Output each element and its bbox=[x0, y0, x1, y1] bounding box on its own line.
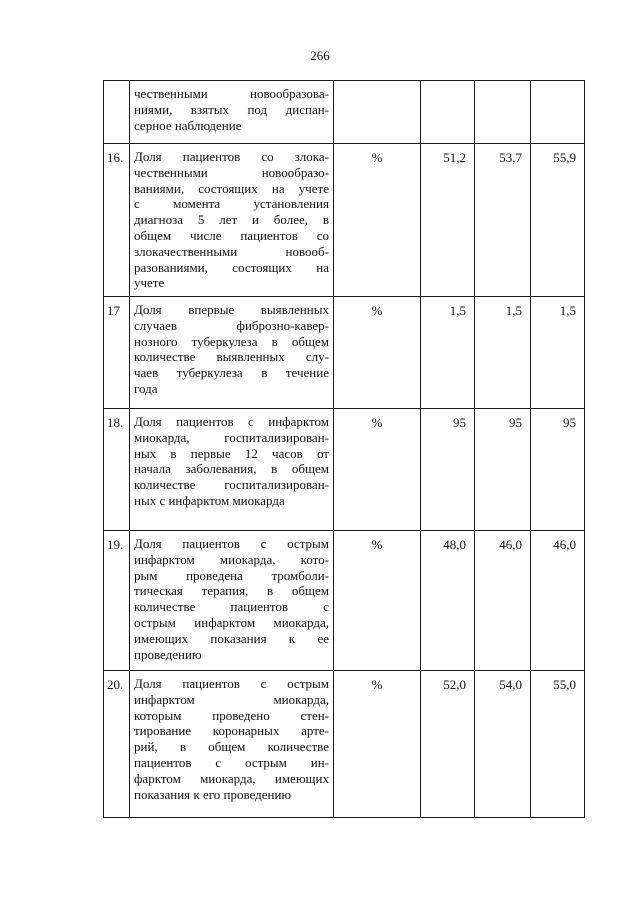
indicator-text bbox=[134, 676, 329, 802]
indicator-text-line: чественными новообразо- bbox=[134, 164, 329, 180]
indicator-text-line: инфарктом миокарда, кото- bbox=[134, 551, 329, 567]
indicator-text bbox=[134, 302, 329, 397]
row-number: 16. bbox=[104, 144, 130, 297]
indicator-text-line: Доля пациентов с инфарктом bbox=[134, 414, 329, 429]
indicator-text-line: имеющих показания к ее bbox=[134, 630, 329, 646]
row-number bbox=[104, 81, 130, 144]
indicator-text-line: учете bbox=[134, 275, 165, 291]
indicator-text-line: Доля пациентов со злока- bbox=[134, 149, 329, 164]
indicator-text-line: ных в первые 12 часов от bbox=[134, 445, 329, 461]
indicator-text bbox=[134, 86, 329, 133]
indicator-text bbox=[134, 149, 329, 291]
indicator-text-line: начала заболевания, в общем bbox=[134, 461, 329, 477]
indicator-text-line: Доля пациентов с острым bbox=[134, 676, 329, 691]
indicator-text-line: проведению bbox=[134, 646, 202, 662]
indicator-text-line: пациентов с острым ин- bbox=[134, 754, 329, 770]
indicator-text-line: тическая терапия, в общем bbox=[134, 583, 329, 599]
indicator-text-line: ниями, взятых под диспан- bbox=[134, 101, 329, 117]
indicator-text-line: с момента установления bbox=[134, 196, 329, 212]
value-year-2: 46,0 bbox=[475, 531, 531, 671]
indicators-table-body bbox=[104, 81, 585, 818]
indicator-text-line: года bbox=[134, 380, 158, 396]
indicator-text-line: тирование коронарных арте- bbox=[134, 723, 329, 739]
value-year-1 bbox=[421, 81, 475, 144]
indicator-text-line: рий, в общем количестве bbox=[134, 739, 329, 755]
unit-cell bbox=[334, 81, 421, 144]
row-number: 17 bbox=[104, 297, 130, 409]
indicator-text-line: количестве пациентов с bbox=[134, 599, 329, 615]
value-year-2 bbox=[475, 81, 531, 144]
indicator-text bbox=[134, 536, 329, 662]
table-row bbox=[104, 297, 585, 409]
indicator-text-line: серное наблюдение bbox=[134, 117, 242, 133]
indicator-text-line: количестве выявленных слу- bbox=[134, 349, 329, 365]
value-year-1: 95 bbox=[421, 409, 475, 531]
value-year-3 bbox=[531, 81, 585, 144]
value-year-3: 55,0 bbox=[531, 671, 585, 818]
indicator-text-line: чаев туберкулеза в течение bbox=[134, 365, 329, 381]
indicator-description bbox=[130, 144, 334, 297]
row-number: 18. bbox=[104, 409, 130, 531]
indicator-text-line: количестве госпитализирован- bbox=[134, 477, 329, 493]
unit-cell: % bbox=[334, 531, 421, 671]
unit-cell: % bbox=[334, 297, 421, 409]
value-year-2: 53,7 bbox=[475, 144, 531, 297]
table-row bbox=[104, 81, 585, 144]
unit-cell: % bbox=[334, 144, 421, 297]
value-year-2: 1,5 bbox=[475, 297, 531, 409]
indicator-text-line: нозного туберкулеза в общем bbox=[134, 333, 329, 349]
indicator-description bbox=[130, 81, 334, 144]
unit-cell: % bbox=[334, 409, 421, 531]
value-year-3: 46,0 bbox=[531, 531, 585, 671]
value-year-1: 52,0 bbox=[421, 671, 475, 818]
value-year-1: 1,5 bbox=[421, 297, 475, 409]
indicator-text-line: Доля пациентов с острым bbox=[134, 536, 329, 551]
page-number: 266 bbox=[310, 48, 330, 63]
unit-cell: % bbox=[334, 671, 421, 818]
indicator-text-line: острым инфарктом миокарда, bbox=[134, 614, 329, 630]
indicator-text-line: случаев фиброзно-кавер- bbox=[134, 317, 329, 333]
indicator-text-line: показания к его проведению bbox=[134, 786, 292, 802]
indicator-text-line: Доля впервые выявленных bbox=[134, 302, 329, 317]
indicator-text-line: миокарда, госпитализирован- bbox=[134, 429, 329, 445]
indicator-text bbox=[134, 414, 329, 509]
row-number: 20. bbox=[104, 671, 130, 818]
table-row bbox=[104, 671, 585, 818]
value-year-3: 55,9 bbox=[531, 144, 585, 297]
indicator-text-line: которым проведено стен- bbox=[134, 707, 329, 723]
indicator-text-line: разованиями, состоящих на bbox=[134, 259, 329, 275]
indicator-text-line: диагноза 5 лет и более, в bbox=[134, 212, 329, 228]
indicator-description bbox=[130, 671, 334, 818]
row-number: 19. bbox=[104, 531, 130, 671]
indicator-text-line: фарктом миокарда, имеющих bbox=[134, 770, 329, 786]
indicator-text-line: ваниями, состоящих на учете bbox=[134, 180, 329, 196]
value-year-1: 48,0 bbox=[421, 531, 475, 671]
indicator-description bbox=[130, 409, 334, 531]
indicator-text-line: ных с инфарктом миокарда bbox=[134, 492, 285, 508]
indicator-description bbox=[130, 297, 334, 409]
value-year-1: 51,2 bbox=[421, 144, 475, 297]
indicator-text-line: общем числе пациентов со bbox=[134, 227, 329, 243]
table-row bbox=[104, 409, 585, 531]
indicator-text-line: рым проведена тромболи- bbox=[134, 567, 329, 583]
indicator-text-line: инфарктом миокарда, bbox=[134, 691, 329, 707]
indicators-table bbox=[103, 80, 585, 818]
table-row bbox=[104, 144, 585, 297]
indicator-description bbox=[130, 531, 334, 671]
value-year-2: 95 bbox=[475, 409, 531, 531]
value-year-3: 95 bbox=[531, 409, 585, 531]
value-year-3: 1,5 bbox=[531, 297, 585, 409]
indicator-text-line: чественными новообразова- bbox=[134, 86, 329, 101]
value-year-2: 54,0 bbox=[475, 671, 531, 818]
table-row bbox=[104, 531, 585, 671]
indicator-text-line: злокачественными новооб- bbox=[134, 243, 329, 259]
